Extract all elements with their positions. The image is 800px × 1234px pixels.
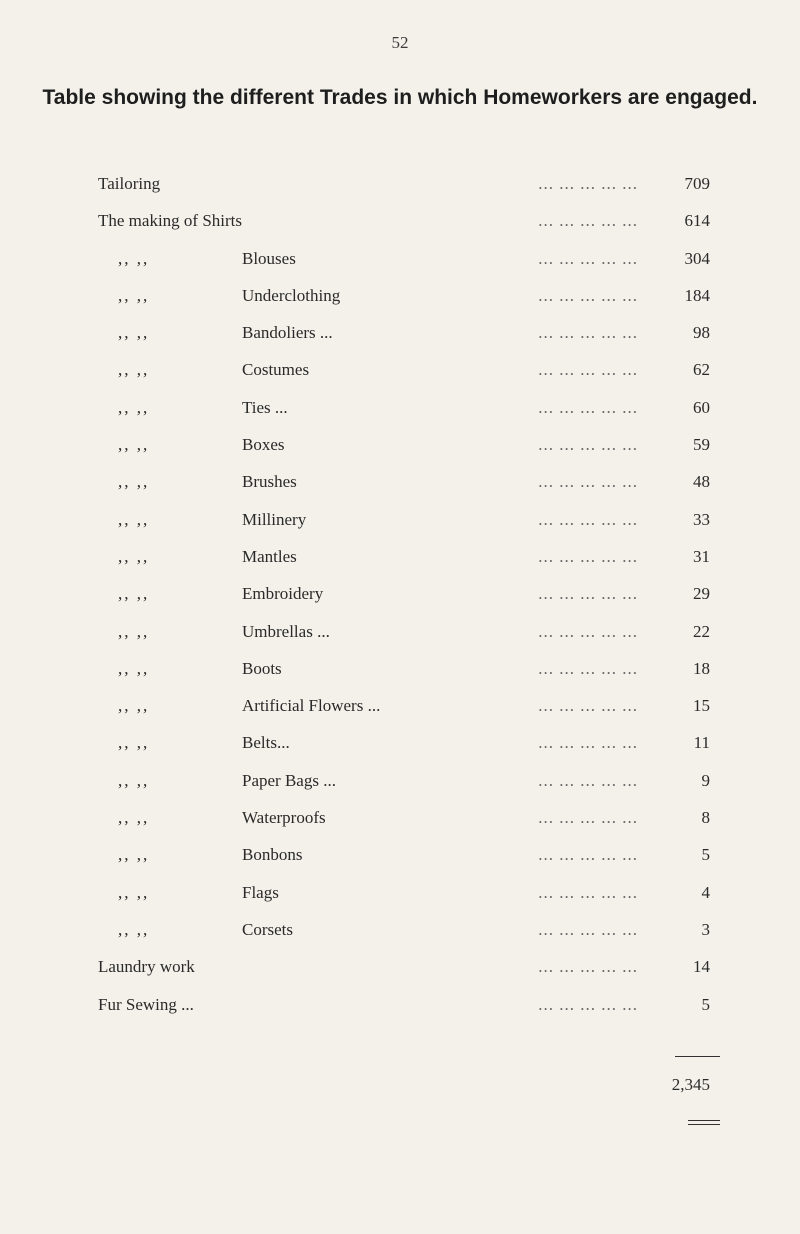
- table-row: [0, 841, 800, 878]
- trade-label: Waterproofs: [242, 808, 326, 828]
- trade-label: Blouses: [242, 248, 296, 268]
- dot-leaders: ... ... ... ... ...: [538, 360, 638, 380]
- table-row: [0, 394, 800, 431]
- ditto-mark: ,, ,,: [118, 472, 150, 492]
- dot-leaders: ... ... ... ... ...: [538, 285, 638, 305]
- dot-leaders: ... ... ... ... ...: [538, 770, 638, 790]
- trade-count: 14: [693, 957, 710, 977]
- ditto-mark: ,, ,,: [118, 770, 150, 790]
- ditto-mark: ,, ,,: [118, 882, 150, 902]
- ditto-mark: ,, ,,: [118, 584, 150, 604]
- trade-label: Tailoring: [98, 174, 161, 193]
- trade-count: 5: [701, 994, 710, 1014]
- dot-leaders: ... ... ... ... ...: [538, 658, 638, 678]
- trade-label: Belts...: [242, 733, 290, 753]
- trade-label: Brushes: [242, 472, 297, 492]
- trade-label: Ties ...: [242, 397, 288, 417]
- trade-count: 29: [693, 584, 710, 604]
- trade-count: 184: [684, 285, 710, 305]
- dot-leaders: ... ... ... ... ...: [538, 211, 638, 231]
- table-row: [0, 580, 800, 617]
- trade-count: 614: [684, 211, 710, 231]
- table-row: [0, 879, 800, 916]
- trade-count: 60: [693, 397, 710, 417]
- dot-leaders: ... ... ... ... ...: [538, 397, 638, 417]
- trade-count: 31: [693, 546, 710, 566]
- table-row: [0, 692, 800, 729]
- table-row: [0, 431, 800, 468]
- trade-label: Paper Bags ...: [242, 770, 336, 790]
- trade-label: Flags: [242, 882, 279, 902]
- dot-leaders: ... ... ... ... ...: [538, 323, 638, 343]
- trades-table: [0, 170, 800, 1028]
- trade-label: Boxes: [242, 435, 285, 455]
- dot-leaders: ... ... ... ... ...: [538, 957, 638, 977]
- trade-label: Millinery: [242, 509, 307, 529]
- trade-count: 9: [701, 770, 710, 790]
- trade-label: Corsets: [242, 919, 293, 939]
- ditto-mark: ,, ,,: [118, 509, 150, 529]
- trade-count: 98: [693, 323, 710, 343]
- table-row: [0, 468, 800, 505]
- trade-label: Bandoliers ...: [242, 323, 333, 343]
- ditto-mark: ,, ,,: [118, 658, 150, 678]
- ditto-mark: ,, ,,: [118, 845, 150, 865]
- table-row: [0, 245, 800, 282]
- dot-leaders: ... ... ... ... ...: [538, 248, 638, 268]
- trade-count: 304: [684, 248, 710, 268]
- table-row: [0, 618, 800, 655]
- dot-leaders: ... ... ... ... ...: [538, 808, 638, 828]
- table-row: [0, 991, 800, 1028]
- table-row: [0, 804, 800, 841]
- total-double-rule: [688, 1120, 720, 1125]
- trade-count: 48: [693, 472, 710, 492]
- ditto-mark: ,, ,,: [118, 285, 150, 305]
- table-row: [0, 767, 800, 804]
- trade-label: Laundry work: [98, 957, 195, 977]
- ditto-mark: ,, ,,: [118, 360, 150, 380]
- dot-leaders: ... ... ... ... ...: [538, 919, 638, 939]
- table-row: [0, 282, 800, 319]
- trade-label: Embroidery: [242, 584, 324, 604]
- trade-count: 4: [701, 882, 710, 902]
- dot-leaders: ... ... ... ... ...: [538, 882, 638, 902]
- ditto-mark: ,, ,,: [118, 621, 150, 641]
- trade-label: The making of Shirts: [98, 211, 243, 231]
- ditto-mark: ,, ,,: [118, 546, 150, 566]
- trade-label: Costumes: [242, 360, 310, 380]
- dot-leaders: ... ... ... ... ...: [538, 621, 638, 641]
- table-row: [0, 506, 800, 543]
- table-row: [0, 729, 800, 766]
- trade-count: 33: [693, 509, 710, 529]
- trade-label: Boots: [242, 658, 282, 678]
- trade-count: 3: [701, 919, 710, 939]
- table-row: [0, 916, 800, 953]
- table-row: [0, 356, 800, 393]
- trade-count: 5: [701, 845, 710, 865]
- trade-count: 62: [693, 360, 710, 380]
- trade-count: 15: [693, 696, 710, 716]
- trade-label: Umbrellas ...: [242, 621, 330, 641]
- dot-leaders: ... ... ... ... ...: [538, 845, 638, 865]
- dot-leaders: ... ... ... ... ...: [538, 584, 638, 604]
- ditto-mark: ,, ,,: [118, 733, 150, 753]
- trade-label: Underclothing: [242, 285, 341, 305]
- trade-count: 59: [693, 435, 710, 455]
- table-row: [0, 319, 800, 356]
- table-title: Table showing the different Trades in which Homeworkers are engaged.: [42, 86, 758, 109]
- table-row: [0, 953, 800, 990]
- trade-count: 11: [693, 733, 710, 753]
- trade-count: 709: [684, 174, 710, 193]
- dot-leaders: ... ... ... ... ...: [538, 994, 638, 1014]
- trade-label: Mantles: [242, 546, 297, 566]
- page-number: 52: [391, 33, 409, 52]
- trade-count: 8: [701, 808, 710, 828]
- table-row: [0, 207, 800, 244]
- dot-leaders: ... ... ... ... ...: [538, 174, 638, 193]
- dot-leaders: ... ... ... ... ...: [538, 733, 638, 753]
- table-row: [0, 543, 800, 580]
- ditto-mark: ,, ,,: [118, 248, 150, 268]
- trade-label: Artificial Flowers ...: [242, 696, 381, 716]
- dot-leaders: ... ... ... ... ...: [538, 696, 638, 716]
- ditto-mark: ,, ,,: [118, 808, 150, 828]
- ditto-mark: ,, ,,: [118, 323, 150, 343]
- ditto-mark: ,, ,,: [118, 696, 150, 716]
- dot-leaders: ... ... ... ... ...: [538, 546, 638, 566]
- total-value: 2,345: [671, 1075, 710, 1094]
- total-rule: [675, 1056, 720, 1057]
- dot-leaders: ... ... ... ... ...: [538, 435, 638, 455]
- ditto-mark: ,, ,,: [118, 919, 150, 939]
- table-row: [0, 170, 800, 207]
- ditto-mark: ,, ,,: [118, 397, 150, 417]
- table-row: [0, 655, 800, 692]
- trade-label: Bonbons: [242, 845, 303, 865]
- dot-leaders: ... ... ... ... ...: [538, 509, 638, 529]
- ditto-mark: ,, ,,: [118, 435, 150, 455]
- trade-label: Fur Sewing ...: [98, 994, 194, 1014]
- dot-leaders: ... ... ... ... ...: [538, 472, 638, 492]
- trade-count: 22: [693, 621, 710, 641]
- trade-count: 18: [693, 658, 710, 678]
